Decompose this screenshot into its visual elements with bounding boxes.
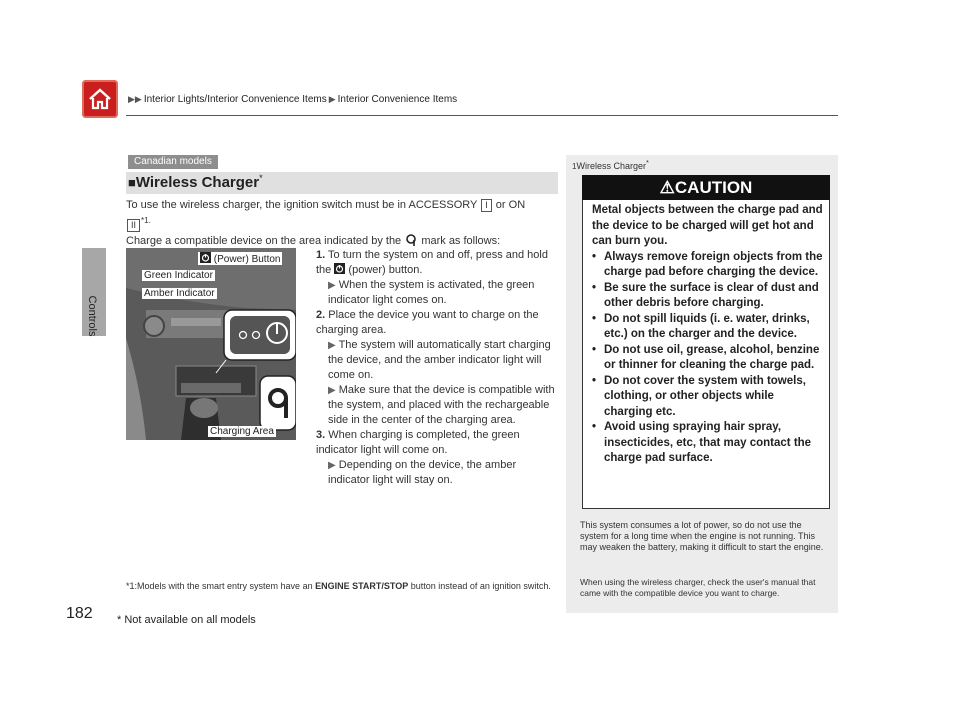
caution-item: • Be sure the surface is clear of dust and other debris before charging. xyxy=(604,281,824,312)
caution-item: • Do not use oil, grease, alcohol, benzine or thinner for cleaning the charge pad. xyxy=(604,343,824,374)
step-sub: ▶ The system will automatically start charging the device, and the amber indicator light will come on. xyxy=(328,339,551,381)
step-sub: ▶ When the system is activated, the green indicator light comes on. xyxy=(328,279,535,306)
section-title: ■Wireless Charger* xyxy=(128,173,263,191)
breadcrumb-item[interactable]: Interior Lights/Interior Convenience Items xyxy=(143,94,327,105)
chapter-label: Controls xyxy=(86,295,98,337)
step-sub: ▶ Make sure that the device is compatible with the system, and placed with the rechargeable side in the center of the charging area. xyxy=(328,384,555,426)
caution-item: • Do not cover the system with towels, clothing, or other objects while charging etc. xyxy=(604,374,824,421)
power-icon xyxy=(200,252,211,263)
note-paragraph: When using the wireless charger, check the user's manual that came with the compatible device you want to charge. xyxy=(580,577,816,598)
caution-item: • Do not spill liquids (i. e. water, drinks, etc.) on the charger and the device. xyxy=(604,312,824,343)
step-sub: ▶ Depending on the device, the amber indicator light will stay on. xyxy=(328,459,517,486)
step-item: 2. Place the device you want to charge on the charging area. ▶ The system will automatically start charging the device, and the amber indicator light will come on. ▶ Make sure that the device is compatible with the system, and placed with the rechargeable side in the center of the charging area. xyxy=(316,308,558,428)
console-illustration xyxy=(126,248,296,440)
header-divider xyxy=(126,115,838,116)
caution-item: • Avoid using spraying hair spray, insecticides, etc, that may contact the charge pad surface. xyxy=(604,420,824,467)
breadcrumb-item[interactable]: Interior Convenience Items xyxy=(337,94,458,105)
region-badge: Canadian models xyxy=(128,155,218,169)
home-button[interactable] xyxy=(82,80,118,118)
amber-indicator-label: Amber Indicator xyxy=(144,288,215,299)
home-icon xyxy=(87,87,113,111)
caution-header: ⚠CAUTION xyxy=(582,175,830,200)
steps-list xyxy=(316,248,558,488)
availability-note: * Not available on all models xyxy=(117,614,256,626)
green-indicator-label: Green Indicator xyxy=(144,270,213,281)
notes-heading: 1Wireless Charger* xyxy=(572,158,649,171)
power-button-label: (Power) Button xyxy=(198,252,282,265)
step-item: 3. When charging is completed, the green indicator light will come on. ▶ Depending on the device, the amber indicator light will stay on. xyxy=(316,428,558,488)
intro-text: To use the wireless charger, the ignition switch must be in ACCESSORY I or ON II $^{*1.}$ Charge a compatible device on the area indicated by the mark as follows: xyxy=(126,199,526,247)
caution-body xyxy=(592,203,824,467)
page-number: 182 xyxy=(66,605,93,622)
breadcrumb xyxy=(126,94,457,105)
button-name: ENGINE START/STOP xyxy=(315,581,409,591)
chevron-right-icon: ▶ xyxy=(328,94,336,104)
note-paragraph: This system consumes a lot of power, so do not use the system for a long time when the engine is not running. This may weaken the battery, making it difficult to start the engine. xyxy=(580,520,824,552)
power-icon xyxy=(334,263,345,274)
chevron-right-icon: ▶▶ xyxy=(128,94,142,104)
caution-list xyxy=(592,250,824,467)
footnote: *1:Models with the smart entry system have an ENGINE START/STOP button instead of an ignition switch. xyxy=(126,581,551,591)
charging-area-label: Charging Area xyxy=(210,426,274,437)
caution-item: • Always remove foreign objects from the charge pad before charging the device. xyxy=(604,250,824,281)
wireless-charging-icon xyxy=(404,233,418,247)
key-symbol: II xyxy=(127,219,140,232)
caution-intro: Metal objects between the charge pad and the device to be charged will get hot and can burn you. xyxy=(592,204,823,247)
key-symbol: I xyxy=(481,199,492,212)
warning-icon: ⚠ xyxy=(659,178,675,197)
step-item: 1. To turn the system on and off, press and hold the (power) button. ▶ When the system is activated, the green indicator light comes on. xyxy=(316,248,558,308)
